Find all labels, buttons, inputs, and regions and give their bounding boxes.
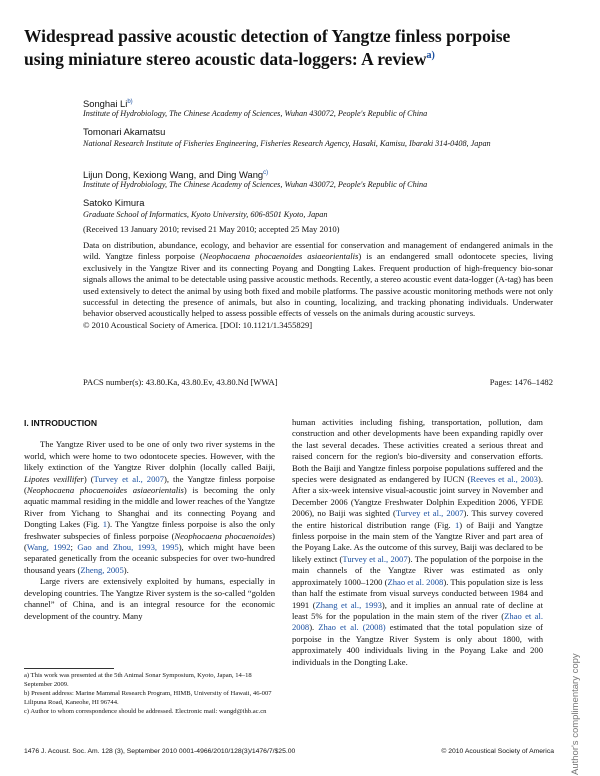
copyright: © 2010 Acoustical Society of America. <box>83 319 218 330</box>
page-range: Pages: 1476–1482 <box>489 377 553 387</box>
author-1: Songhai Li$^{b)}$ <box>83 98 133 110</box>
footnotes <box>24 672 275 718</box>
citation-link[interactable]: Wang, 1992 <box>26 542 71 553</box>
citation-link[interactable]: Zheng, 2005 <box>80 564 124 575</box>
author-3: Lijun Dong, Kexiong Wang, and Ding Wang$^{c)}$ <box>83 169 269 181</box>
page-footer <box>24 748 554 755</box>
left-column <box>24 418 275 622</box>
section-heading: I. INTRODUCTION <box>24 418 98 428</box>
citation-link[interactable]: Turvey et al., 2007 <box>93 473 164 484</box>
paper-title <box>24 26 524 69</box>
title-footnote-mark[interactable]: a) <box>426 50 435 61</box>
figure-link[interactable]: 1 <box>102 519 108 530</box>
author-2: Tomonari Akamatsu <box>83 126 166 137</box>
intro-paragraph-1: The Yangtze River used to be one of only two river systems in the world, which were home to two odontocete species. However, with the likely extinction of the Yangtze River dolphin (locally called Baiji, Lipotes vexillifer) (Turvey et al., 2007), the Yangtze finless porpoise (Neophocaena phocaenoides asiaeorientalis) is becoming the only aquatic mammal residing in the middle and lower reaches of the Yangtze River from Yichang to Shanghai and its connecting Poyang and Dongting Lakes (Fig. 1). The Yangtze finless porpoise is also the only freshwater subspecies of finless porpoise (Neophocaena phocaenoides) (Wang, 1992; Gao and Zhou, 1993, 1995), which might have been separated genetically from the oceanic subspecies for over two-hundred thousand years (Zheng, 2005). <box>24 439 275 575</box>
side-watermark: Author's complimentary copy <box>570 653 581 775</box>
citation-link[interactable]: Zhao et al. 2008 <box>387 576 444 587</box>
citation-link[interactable]: Zhao et al. 2008 <box>292 610 543 633</box>
footnote-c: c) Author to whom correspondence should be addressed. Electronic mail: wangd@ihb.ac.cn <box>24 708 267 716</box>
received-dates: (Received 13 January 2010; revised 21 May 2010; accepted 25 May 2010) <box>83 224 340 234</box>
affiliation-1: Institute of Hydrobiology, The Chinese Academy of Sciences, Wuhan 430072, People's Republic of China <box>83 109 428 118</box>
title-text: Widespread passive acoustic detection of Yangtze finless porpoise using miniature stereo acoustic data-loggers: A review <box>24 26 511 69</box>
affiliation-2: National Research Institute of Fisheries Engineering, Fisheries Research Agency, Hasaki, Kamisu, Ibaraki 314-0408, Japan <box>83 139 491 148</box>
intro-paragraph-2: Large rivers are extensively exploited by humans, especially in developing countries. The Yangtze River system is the so-called “golden channel” of China, and is an integral resource for the economic development of the country. Many <box>24 576 275 621</box>
citation-link[interactable]: Reeves et al., 2003 <box>470 474 538 485</box>
affiliation-4: Graduate School of Informatics, Kyoto University, 606-8501 Kyoto, Japan <box>83 210 328 219</box>
affiliation-3: Institute of Hydrobiology, The Chinese Academy of Sciences, Wuhan 430072, People's Republic of China <box>83 180 428 189</box>
footnote-a: a) This work was presented at the 5th Animal Sonar Symposium, Kyoto, Japan, 14–18 September 2009. <box>24 672 252 688</box>
right-paragraph-1: human activities including fishing, transportation, pollution, dam construction and other developments have been expanding rapidly over the last several decades. These activities created a serious threat and raised concern for the region's bio-diversity and conservation efforts. Both the Baiji and Yangtze finless porpoise populations suffered and the species were designated as endangered by IUCN (Reeves et al., 2003). After a six-week intensive visual-acoustic joint survey in November and December 2006 (Yangtze Freshwater Dolphin Expedition 2006, YFDE 2006), no Baiji was sighted (Turvey et al., 2007). This survey covered the entire historical distribution range (Fig. 1) of Baiji and Yangtze finless porpoise in the main stem of the Yangtze River and part area of the Poyang Lake. As the outcome of this survey, Baiji was declared to be likely extinct (Turvey et al., 2007). The population of the porpoise in the main channels of the Yangtze River was estimated as only approximately 1000–1200 (Zhao et al. 2008). This population size is less than half the estimate from visual surveys conducted between 1984 and 1991 (Zhang et al., 1993), and it implies an annual rate of decline at least 5% for the population in the main stem of the river (Zhao et al. 2008). Zhao et al. (2008) estimated that the total population size of porpoise in the Yangtze River System is only about 1800, with approximately 400 individuals living in the Poyang Lake and 200 individuals in the Dongting Lake. <box>292 417 544 667</box>
abstract: Data on distribution, abundance, ecology, and behavior are essential for conservation and management of endangered animals in the wild. Yangtze finless porpoise (Neophocaena phocaenoides asiaeorientalis) is an endangered small odontocete species, living exclusively in the Yangtze River and its connecting Poyang and Dongting Lakes. Frequent production of high-frequency bio-sonar signals allows the animal to be detectable using passive acoustic methods. Recently, a stereo acoustic event data-logger (A-tag) has been used extensively to detect the animal by using both fixed and mobile platforms. The passive acoustic monitoring methods were not only successful in detecting the presence of animals, but also in counting, localizing, and tracking phonating individuals. Underwater behavior observed acoustically helped to assess possible effects of vessels on the animals during acoustic surveys. © 2010 Acoustical Society of America. [DOI: 10.1121/1.3455829] <box>83 240 553 330</box>
footer-journal: 1476 J. Acoust. Soc. Am. 128 (3), September 2010 0001-4966/2010/128(3)/1476/7/$25.00 <box>24 748 296 755</box>
citation-link[interactable]: Turvey et al., 2007 <box>342 553 408 564</box>
footnote-b: b) Present address: Marine Mammal Research Program, HIMB, University of Hawaii, 46-007 Lilipuna Road, Kaneohe, HI 96744. <box>24 690 272 706</box>
citation-link[interactable]: Gao and Zhou, 1993, 1995 <box>77 542 179 553</box>
footer-copyright: © 2010 Acoustical Society of America <box>441 748 554 755</box>
author-4: Satoko Kimura <box>83 197 145 208</box>
pacs-line: PACS number(s): 43.80.Ka, 43.80.Ev, 43.80.Nd [WWA] Pages: 1476–1482 <box>83 377 553 387</box>
citation-link[interactable]: Turvey et al., 2007 <box>395 508 464 519</box>
figure-link[interactable]: 1 <box>454 519 460 530</box>
footnote-rule <box>24 668 114 669</box>
citation-link[interactable]: Zhang et al., 1993 <box>315 599 382 610</box>
citation-link[interactable]: Zhao et al. (2008) <box>318 622 386 633</box>
right-column <box>292 417 543 668</box>
doi-link[interactable]: [DOI: 10.1121/1.3455829] <box>220 319 313 330</box>
